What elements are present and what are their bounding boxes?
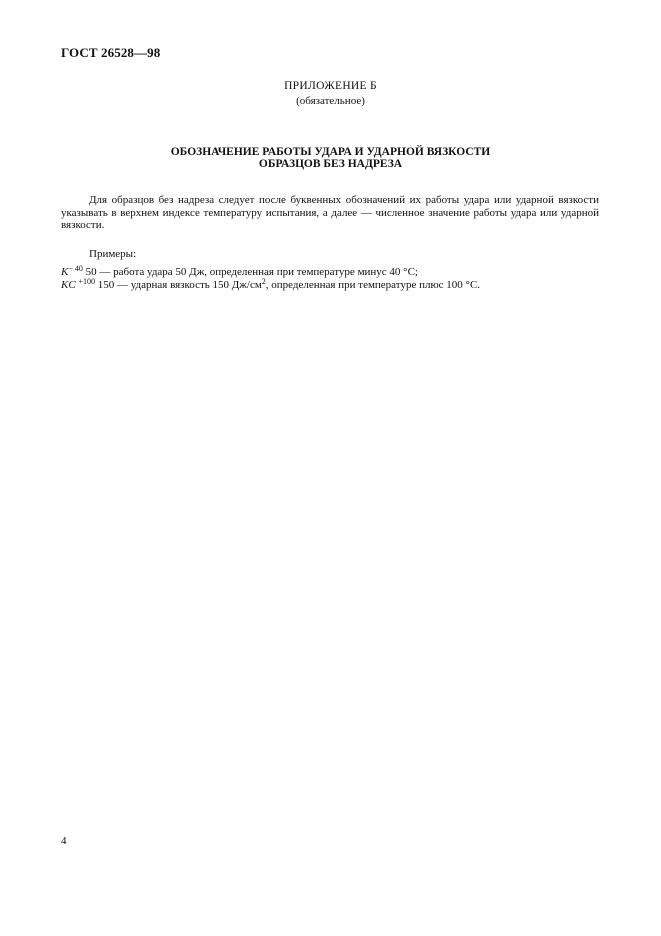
section-heading	[0, 146, 661, 170]
example-symbol: KC	[61, 279, 76, 291]
example-text: 50 — работа удара 50 Дж, определенная при температуре минус 40 °С;	[82, 266, 418, 278]
annex-status: (обязательное)	[296, 95, 365, 107]
page-number: 4	[61, 835, 67, 847]
annex-title: ПРИЛОЖЕНИЕ Б	[284, 80, 377, 92]
example-symbol: K	[61, 266, 69, 278]
body-paragraph: Для образцов без надреза следует после буквенных обозначений их работы удара или ударной вязкости указывать в верхнем индексе температуру испытания, а далее — численное значение работы удара или ударной вязкости.	[61, 194, 599, 231]
example-temperature-superscript: − 40	[68, 264, 83, 273]
examples-label: Примеры:	[89, 248, 137, 260]
example-item	[61, 264, 418, 278]
example-item	[61, 277, 480, 291]
section-heading-line-1: ОБОЗНАЧЕНИЕ РАБОТЫ УДАРА И УДАРНОЙ ВЯЗКОСТИ	[170, 146, 491, 158]
standard-code: ГОСТ 26528—98	[61, 45, 161, 60]
example-text: 150 — ударная вязкость 150 Дж/см	[94, 279, 262, 291]
example-temperature-superscript: +100	[78, 277, 95, 286]
unit-superscript: 2	[261, 277, 266, 286]
section-heading-line-2: ОБРАЗЦОВ БЕЗ НАДРЕЗА	[258, 158, 403, 170]
example-text-continuation: , определенная при температуре плюс 100 °С.	[265, 279, 481, 291]
